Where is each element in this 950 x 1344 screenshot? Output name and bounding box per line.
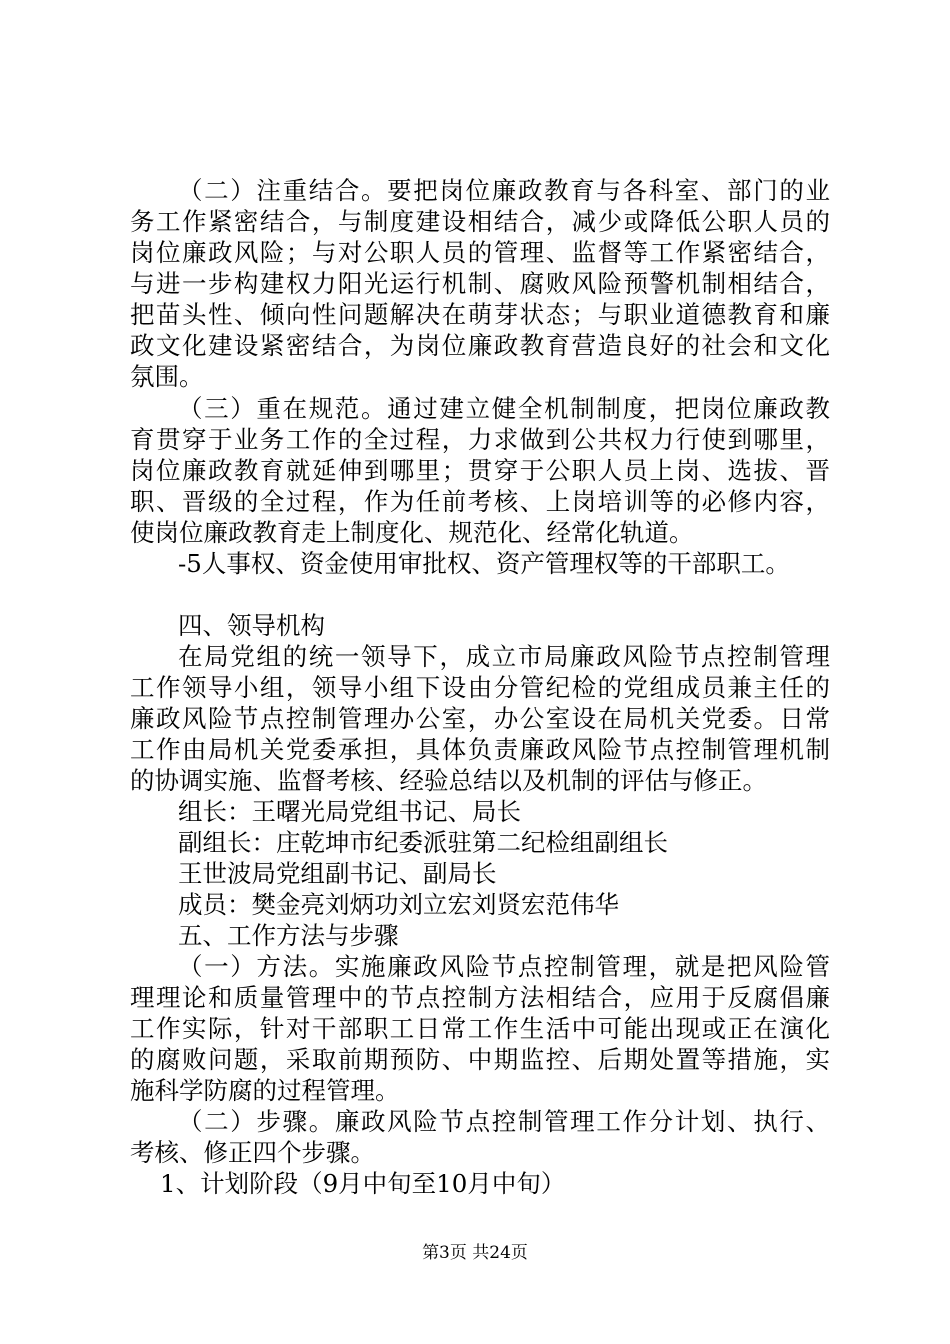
text-line: 育贯穿于业务工作的全过程，力求做到公共权力行使到哪里，: [130, 425, 830, 454]
text-line: 使岗位廉政教育走上制度化、规范化、经常化轨道。: [130, 518, 694, 547]
text-line: 务工作紧密结合，与制度建设相结合，减少或降低公职人员的: [130, 207, 830, 236]
text-line: 理理论和质量管理中的节点控制方法相结合，应用于反腐倡廉: [130, 983, 830, 1012]
text-line: -5人事权、资金使用审批权、资产管理权等的干部职工。: [178, 549, 790, 578]
text-line: （二）注重结合。要把岗位廉政教育与各科室、部门的业: [178, 176, 830, 205]
section-heading: 四、领导机构: [178, 611, 325, 640]
text-line: 把苗头性、倾向性问题解决在萌芽状态；与职业道德教育和廉: [130, 300, 830, 329]
text-line: 成员：樊金亮刘炳功刘立宏刘贤宏范伟华: [178, 890, 619, 919]
text-line: 岗位廉政教育就延伸到哪里；贯穿于公职人员上岗、选拔、晋: [130, 456, 830, 485]
text-line: 的协调实施、监督考核、经验总结以及机制的评估与修正。: [130, 766, 767, 795]
text-line: 的腐败问题，采取前期预防、中期监控、后期处置等措施，实: [130, 1045, 830, 1074]
text-line: 王世波局党组副书记、副局长: [178, 859, 497, 888]
text-line: （二）步骤。廉政风险节点控制管理工作分计划、执行、: [178, 1107, 830, 1136]
text-line: 在局党组的统一领导下，成立市局廉政风险节点控制管理: [178, 642, 830, 671]
text-line: 工作领导小组，领导小组下设由分管纪检的党组成员兼主任的: [130, 673, 830, 702]
text-line: 1、计划阶段（9月中旬至10月中旬）: [160, 1169, 566, 1198]
text-line: 廉政风险节点控制管理办公室，办公室设在局机关党委。日常: [130, 704, 830, 733]
text-line: （三）重在规范。通过建立健全机制制度，把岗位廉政教: [178, 394, 830, 423]
text-line: 氛围。: [130, 362, 204, 391]
text-line: 与进一步构建权力阳光运行机制、腐败风险预警机制相结合，: [130, 269, 830, 298]
text-line: 工作由局机关党委承担，具体负责廉政风险节点控制管理机制: [130, 735, 830, 764]
text-line: 职、晋级的全过程，作为任前考核、上岗培训等的必修内容，: [130, 487, 830, 516]
text-line: 副组长：庄乾坤市纪委派驻第二纪检组副组长: [178, 828, 668, 857]
text-line: 政文化建设紧密结合，为岗位廉政教育营造良好的社会和文化: [130, 331, 830, 360]
section-heading: 五、工作方法与步骤: [178, 921, 399, 950]
text-line: 工作实际，针对干部职工日常工作生活中可能出现或正在演化: [130, 1014, 830, 1043]
text-line: （一）方法。实施廉政风险节点控制管理，就是把风险管: [178, 952, 830, 981]
text-line: 施科学防腐的过程管理。: [130, 1076, 400, 1105]
page-footer: 第3页 共24页: [422, 1243, 528, 1263]
text-line: 岗位廉政风险；与对公职人员的管理、监督等工作紧密结合，: [130, 238, 830, 267]
text-line: 考核、修正四个步骤。: [130, 1138, 375, 1167]
text-line: 组长：王曙光局党组书记、局长: [178, 797, 521, 826]
